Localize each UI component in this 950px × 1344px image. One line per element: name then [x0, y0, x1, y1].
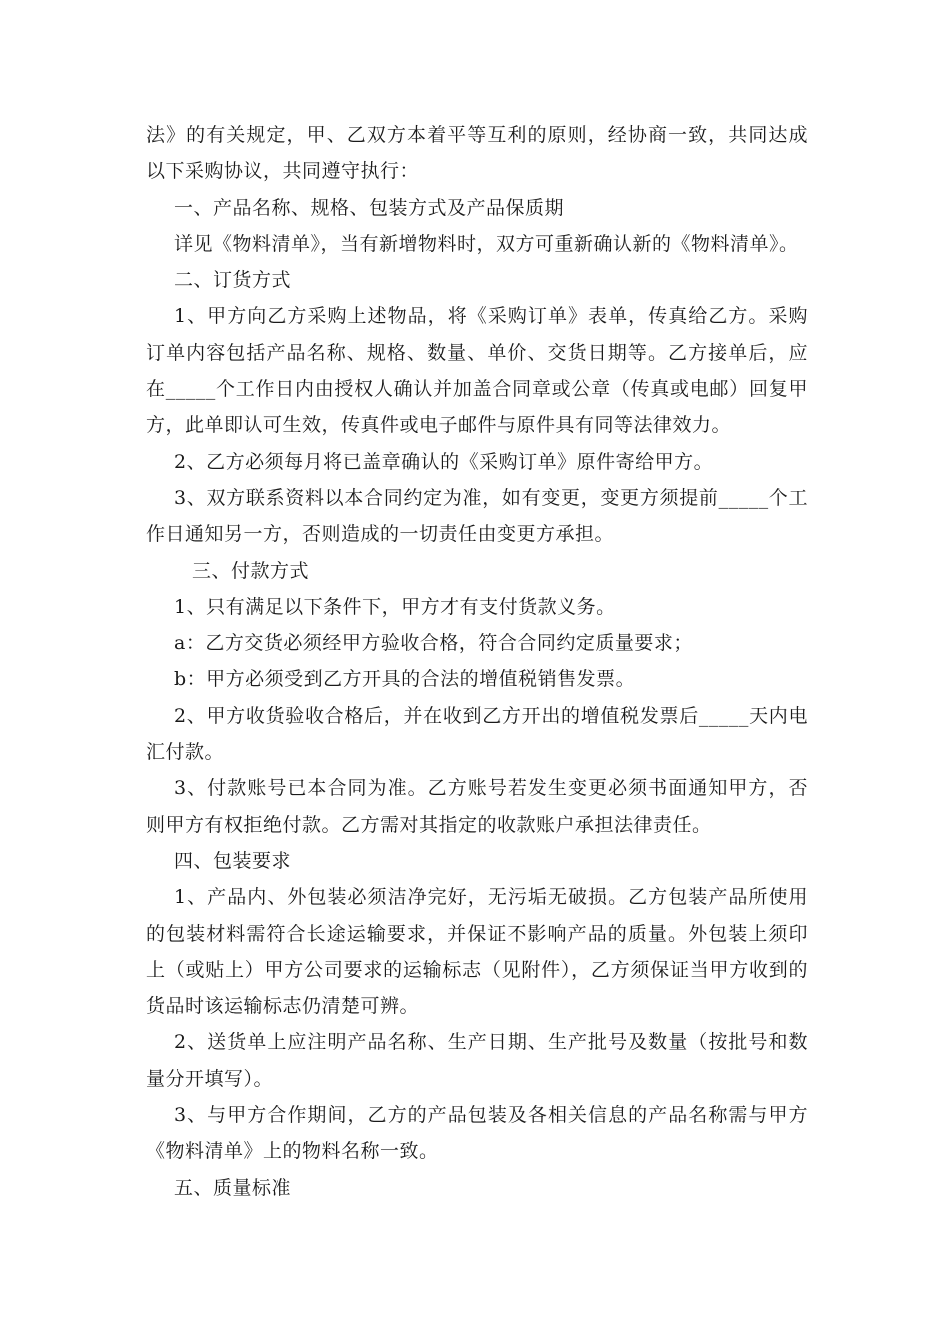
heading-section-5-quality: 五、质量标准: [174, 1176, 292, 1199]
paragraph-packaging-clause-3: 3、与甲方合作期间，乙方的产品包装及各相关信息的产品名称需与甲方《物料清单》上的物料名称一致。: [146, 1104, 808, 1163]
heading-section-2-ordering: 二、订货方式: [174, 269, 292, 292]
paragraph-payment-clause-2: 2、甲方收货验收合格后，并在收到乙方开出的增值税发票后_____天内电汇付款。: [146, 704, 808, 764]
paragraph-payment-condition-a: a：乙方交货必须经甲方验收合格，符合合同约定质量要求；: [174, 632, 693, 655]
paragraph-payment-condition-b: b：甲方必须受到乙方开具的合法的增值税销售发票。: [174, 668, 636, 691]
paragraph-ordering-clause-3: 3、双方联系资料以本合同约定为准，如有变更，变更方须提前_____个工作日通知另一方，否则造成的一切责任由变更方承担。: [146, 486, 808, 546]
paragraph-packaging-clause-2: 2、送货单上应注明产品名称、生产日期、生产批号及数量（按批号和数量分开填写）。: [146, 1031, 808, 1090]
paragraph-payment-clause-3: 3、付款账号已本合同为准。乙方账号若发生变更必须书面通知甲方，否则甲方有权拒绝付款。乙方需对其指定的收款账户承担法律责任。: [146, 777, 808, 836]
paragraph-ordering-clause-1: 1、甲方向乙方采购上述物品，将《采购订单》表单，传真给乙方。采购订单内容包括产品名称、规格、数量、单价、交货日期等。乙方接单后，应在_____个工作日内由授权人确认并加盖合同章或公章（传真或电邮）回复甲方，此单即认可生效，传真件或电子邮件与原件具有同等法律效力。: [146, 305, 808, 437]
heading-section-3-payment: 三、付款方式: [192, 559, 310, 582]
heading-section-4-packaging: 四、包装要求: [174, 849, 292, 872]
paragraph-ordering-clause-2: 2、乙方必须每月将已盖章确认的《采购订单》原件寄给甲方。: [174, 450, 714, 473]
paragraph-packaging-clause-1: 1、产品内、外包装必须洁净完好，无污垢无破损。乙方包装产品所使用的包装材料需符合长途运输要求，并保证不影响产品的质量。外包装上须印上（或贴上）甲方公司要求的运输标志（见附件），乙方须保证当甲方收到的货品时该运输标志仍清楚可辨。: [146, 886, 808, 1018]
paragraph-material-list: 详见《物料清单》，当有新增物料时，双方可重新确认新的《物料清单》。: [174, 232, 799, 255]
document-body: [146, 117, 808, 1206]
paragraph-intro-continuation: 法》的有关规定，甲、乙双方本着平等互利的原则，经协商一致，共同达成以下采购协议，共同遵守执行：: [146, 124, 808, 183]
heading-section-1-product-info: 一、产品名称、规格、包装方式及产品保质期: [174, 196, 565, 219]
paragraph-payment-clause-1: 1、只有满足以下条件下，甲方才有支付货款义务。: [174, 595, 616, 618]
